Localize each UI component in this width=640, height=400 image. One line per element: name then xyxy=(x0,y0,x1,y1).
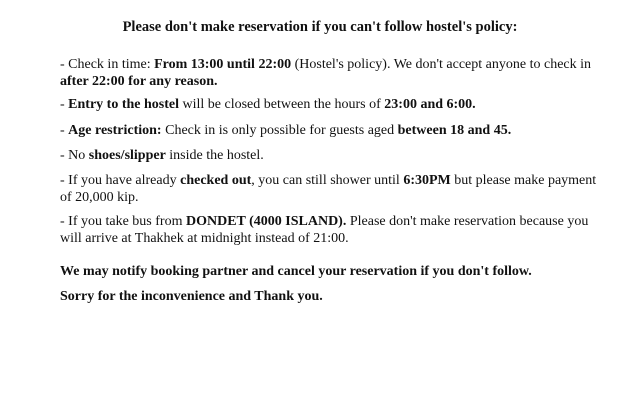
rule-text: - If you have already xyxy=(60,173,181,188)
closing-thanks: Sorry for the inconvenience and Thank you. xyxy=(60,289,323,304)
rule-text: inside the hostel. xyxy=(165,148,264,163)
rule-highlight: Age restriction: xyxy=(68,123,162,138)
rule-highlight: DONDET (4000 ISLAND). xyxy=(185,214,347,229)
rule-highlight: checked out xyxy=(180,173,252,188)
rule-text: (Hostel's policy). We don't accept anyone to check in xyxy=(291,57,592,72)
rule-highlight: after 22:00 for any reason. xyxy=(60,74,218,89)
rule-age-restriction xyxy=(60,122,600,139)
rule-highlight: between 18 and 45. xyxy=(397,123,512,138)
rule-text: will be closed between the hours of xyxy=(179,97,385,112)
rule-highlight: 6:30PM xyxy=(403,173,451,188)
rule-highlight: shoes/slipper xyxy=(88,148,166,163)
rule-text: Check in is only possible for guests aged xyxy=(161,123,398,138)
rule-text: - xyxy=(60,97,69,112)
rule-text: , you can still shower until xyxy=(251,173,404,188)
rule-highlight: 23:00 and 6:00. xyxy=(384,97,476,112)
rule-checkin-time xyxy=(60,56,600,90)
rule-shower-after-checkout xyxy=(60,172,600,206)
rule-text: - No xyxy=(60,148,89,163)
rule-text: - xyxy=(60,123,69,138)
rule-text: Please don't make reservation because you will arrive at Thakhek at midnight instead of 21:00. xyxy=(60,214,589,246)
rule-no-shoes xyxy=(60,147,600,164)
rule-text: - If you take bus from xyxy=(60,214,186,229)
rule-bus-dondet xyxy=(60,213,600,247)
rule-highlight: From 13:00 until 22:00 xyxy=(154,57,292,72)
rule-text: but please make payment of 20,000 kip. xyxy=(60,173,597,205)
rule-text: - Check in time: xyxy=(60,57,155,72)
rule-highlight: Entry to the hostel xyxy=(68,97,179,112)
rule-entry-closed xyxy=(60,96,600,113)
closing-notice: We may notify booking partner and cancel your reservation if you don't follow. xyxy=(60,264,532,279)
page-title: Please don't make reservation if you can't follow hostel's policy: xyxy=(122,19,518,35)
